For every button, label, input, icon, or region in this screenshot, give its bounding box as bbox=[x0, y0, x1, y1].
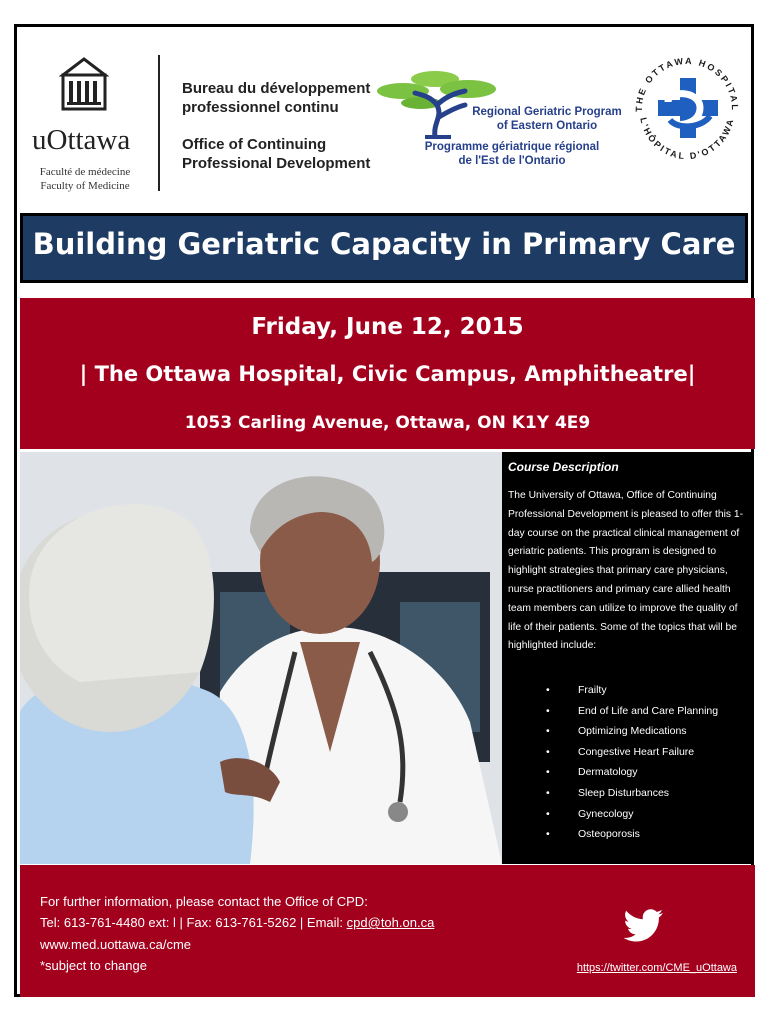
course-description bbox=[502, 452, 751, 864]
bullet: • bbox=[546, 684, 550, 696]
hospital-cross-icon bbox=[658, 78, 718, 138]
cpd-name-fr bbox=[182, 79, 370, 117]
logo-divider bbox=[158, 55, 160, 191]
topic-label: Frailty bbox=[578, 684, 607, 696]
rgp-fr-line2: de l'Est de l'Ontario bbox=[458, 155, 566, 167]
cpd-en-line2: Professional Development bbox=[182, 155, 371, 172]
flyer bbox=[14, 24, 754, 997]
website-link[interactable]: www.med.uottawa.ca/cme bbox=[40, 937, 192, 952]
logo-header bbox=[17, 27, 751, 213]
bullet: • bbox=[546, 766, 550, 779]
rgp-name-en bbox=[472, 105, 622, 133]
title-bar bbox=[20, 213, 748, 283]
topic-label: End of Life and Care Planning bbox=[578, 704, 719, 717]
doctor-patient-photo bbox=[20, 452, 502, 864]
cpd-en-line1: Office of Continuing bbox=[182, 136, 327, 153]
cpd-name-en bbox=[182, 135, 370, 173]
contact-footer bbox=[20, 865, 755, 997]
contact-details bbox=[40, 915, 434, 930]
course-body: The University of Ottawa, Office of Continuing Professional Development is pleased to offer this 1-day course on the practical clinical management of geriatric patients. This program is designed to highlight strategies that primary care physicians, nurse practitioners and primary care allied health team members can utilize to improve the quality of life of their patients. Some of the topics that will be highlighted include: bbox=[508, 490, 744, 652]
topic-label: Sleep Disturbances bbox=[578, 786, 670, 799]
contact-intro: For further information, please contact the Office of CPD: bbox=[40, 894, 368, 909]
topics-list bbox=[508, 680, 748, 845]
topic-label: Congestive Heart Failure bbox=[578, 745, 695, 758]
rgp-en-line2: of Eastern Ontario bbox=[496, 120, 598, 132]
list-item bbox=[508, 701, 748, 722]
event-date: Friday, June 12, 2015 bbox=[251, 314, 524, 340]
hospital-logo bbox=[628, 50, 746, 168]
course-heading: Course Description bbox=[508, 460, 619, 474]
faculty-fr: Faculté de médecine bbox=[39, 166, 131, 178]
rgp-fr-line1: Programme gériatrique régional bbox=[424, 141, 600, 153]
twitter-link[interactable]: https://twitter.com/CME_uOttawa bbox=[576, 962, 737, 974]
faculty-en: Faculty of Medicine bbox=[40, 180, 130, 192]
phone-fax: Tel: 613-761-4480 ext: l | Fax: 613-761-5262 | Email: bbox=[40, 915, 347, 930]
bullet: • bbox=[546, 828, 550, 841]
uottawa-wordmark: uOttawa bbox=[32, 124, 131, 156]
list-item bbox=[508, 721, 748, 742]
list-item bbox=[508, 783, 748, 804]
bullet: • bbox=[546, 745, 550, 758]
list-item bbox=[508, 804, 748, 825]
bullet: • bbox=[546, 786, 550, 799]
page-title: Building Geriatric Capacity in Primary Care bbox=[32, 227, 736, 261]
bullet: • bbox=[546, 704, 550, 717]
subject-to-change-note: *subject to change bbox=[40, 958, 147, 973]
list-item bbox=[508, 742, 748, 763]
hospital-name-fr: L'HÔPITAL D'OTTAWA bbox=[638, 116, 736, 162]
rgp-en-line1: Regional Geriatric Program bbox=[472, 106, 622, 118]
list-item bbox=[508, 680, 748, 701]
email-link[interactable]: cpd@toh.on.ca bbox=[346, 915, 435, 930]
list-item bbox=[508, 762, 748, 783]
bullet: • bbox=[546, 725, 550, 738]
list-item bbox=[508, 824, 748, 845]
faculty-name bbox=[35, 165, 135, 193]
university-building-icon bbox=[59, 55, 109, 113]
hospital-name-en: THE OTTAWA HOSPITAL bbox=[633, 55, 741, 113]
bullet: • bbox=[546, 807, 550, 820]
cpd-fr-line1: Bureau du développement bbox=[182, 80, 371, 97]
cpd-fr-line2: professionnel continu bbox=[182, 99, 339, 116]
event-venue: | The Ottawa Hospital, Civic Campus, Amphitheatre| bbox=[79, 362, 696, 386]
event-address: 1053 Carling Avenue, Ottawa, ON K1Y 4E9 bbox=[184, 413, 591, 433]
rgp-name-fr bbox=[422, 140, 602, 168]
topic-label: Optimizing Medications bbox=[578, 725, 687, 738]
topic-label: Gynecology bbox=[578, 807, 634, 820]
twitter-bird-icon[interactable] bbox=[624, 909, 664, 943]
topic-label: Osteoporosis bbox=[578, 828, 640, 841]
event-info bbox=[20, 298, 755, 449]
topic-label: Dermatology bbox=[578, 766, 638, 779]
